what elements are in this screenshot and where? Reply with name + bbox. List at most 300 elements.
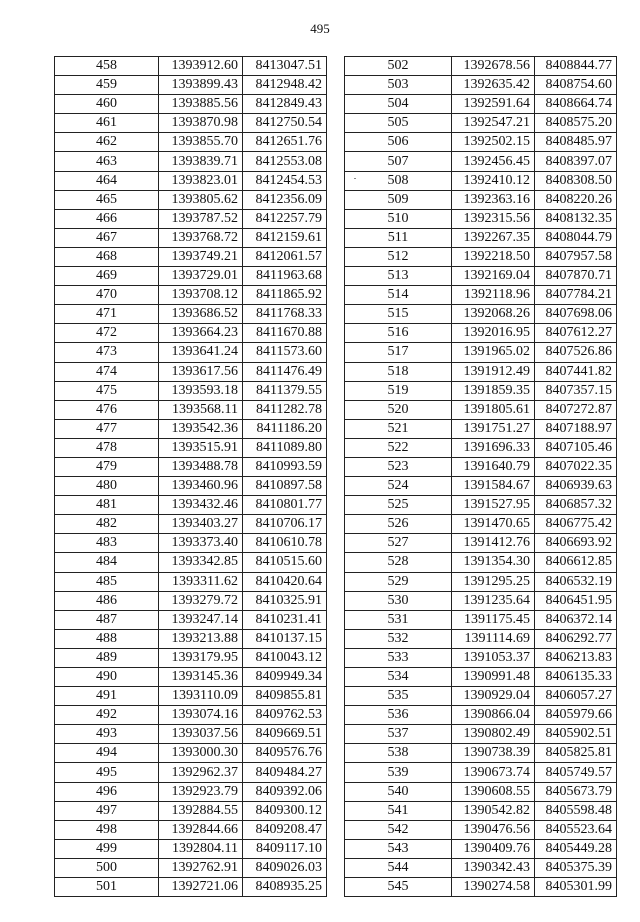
table-row <box>55 744 327 763</box>
x-coordinate-cell: 1393899.43 <box>159 76 243 95</box>
x-coordinate-cell: 1392962.37 <box>159 763 243 782</box>
table-row <box>55 438 327 457</box>
table-row <box>345 228 617 247</box>
x-coordinate-cell: 1392804.11 <box>159 839 243 858</box>
point-number-cell: 465 <box>55 190 159 209</box>
table-row <box>55 267 327 286</box>
point-number-cell: 461 <box>55 114 159 133</box>
point-number-cell: 476 <box>55 400 159 419</box>
y-coordinate-cell: 8407784.21 <box>535 286 617 305</box>
y-coordinate-cell: 8411963.68 <box>243 267 327 286</box>
y-coordinate-cell: 8405523.64 <box>535 820 617 839</box>
table-row <box>345 839 617 858</box>
y-coordinate-cell: 8409762.53 <box>243 706 327 725</box>
table-row <box>345 801 617 820</box>
table-row <box>55 496 327 515</box>
table-row <box>55 572 327 591</box>
point-number-cell: 467 <box>55 228 159 247</box>
table-row <box>345 419 617 438</box>
point-number-cell: 521 <box>345 419 452 438</box>
point-number-cell: 499 <box>55 839 159 858</box>
table-row <box>345 572 617 591</box>
point-number-cell: 481 <box>55 496 159 515</box>
point-number-cell: 544 <box>345 858 452 877</box>
table-row <box>55 324 327 343</box>
point-number-cell: 535 <box>345 687 452 706</box>
point-number-cell: 490 <box>55 668 159 687</box>
point-number-cell: 459 <box>55 76 159 95</box>
point-number-cell: 520 <box>345 400 452 419</box>
x-coordinate-cell: 1393885.56 <box>159 95 243 114</box>
point-number-cell: 498 <box>55 820 159 839</box>
table-row <box>345 457 617 476</box>
y-coordinate-cell: 8407357.15 <box>535 381 617 400</box>
point-number-cell: 538 <box>345 744 452 763</box>
x-coordinate-cell: 1393074.16 <box>159 706 243 725</box>
point-number-cell: 525 <box>345 496 452 515</box>
x-coordinate-cell: 1393311.62 <box>159 572 243 591</box>
table-row <box>345 858 617 877</box>
x-coordinate-cell: 1390476.56 <box>452 820 535 839</box>
y-coordinate-cell: 8408844.77 <box>535 57 617 76</box>
y-coordinate-cell: 8407105.46 <box>535 438 617 457</box>
x-coordinate-cell: 1393213.88 <box>159 629 243 648</box>
table-row <box>55 362 327 381</box>
table-row <box>55 515 327 534</box>
point-number-cell: 534 <box>345 668 452 687</box>
y-coordinate-cell: 8411089.80 <box>243 438 327 457</box>
table-row <box>55 57 327 76</box>
y-coordinate-cell: 8411282.78 <box>243 400 327 419</box>
y-coordinate-cell: 8411670.88 <box>243 324 327 343</box>
point-number-cell: 466 <box>55 209 159 228</box>
x-coordinate-cell: 1392410.12 <box>452 171 535 190</box>
point-number-cell: 517 <box>345 343 452 362</box>
table-row <box>55 152 327 171</box>
table-row <box>345 648 617 667</box>
x-coordinate-cell: 1392068.26 <box>452 305 535 324</box>
y-coordinate-cell: 8411768.33 <box>243 305 327 324</box>
y-coordinate-cell: 8407188.97 <box>535 419 617 438</box>
point-number-cell: 527 <box>345 534 452 553</box>
point-number-cell: 489 <box>55 648 159 667</box>
table-row <box>55 820 327 839</box>
x-coordinate-cell: 1393749.21 <box>159 247 243 266</box>
y-coordinate-cell: 8405749.57 <box>535 763 617 782</box>
x-coordinate-cell: 1392678.56 <box>452 57 535 76</box>
table-row <box>55 133 327 152</box>
table-row <box>345 782 617 801</box>
y-coordinate-cell: 8409026.03 <box>243 858 327 877</box>
y-coordinate-cell: 8412553.08 <box>243 152 327 171</box>
y-coordinate-cell: 8412948.42 <box>243 76 327 95</box>
table-row <box>55 171 327 190</box>
point-number-cell: 500 <box>55 858 159 877</box>
table-row <box>55 228 327 247</box>
x-coordinate-cell: 1392635.42 <box>452 76 535 95</box>
y-coordinate-cell: 8405598.48 <box>535 801 617 820</box>
y-coordinate-cell: 8409117.10 <box>243 839 327 858</box>
point-number-cell: 486 <box>55 591 159 610</box>
y-coordinate-cell: 8406532.19 <box>535 572 617 591</box>
y-coordinate-cell: 8411186.20 <box>243 419 327 438</box>
x-coordinate-cell: 1392218.50 <box>452 247 535 266</box>
point-number-cell: 516 <box>345 324 452 343</box>
point-number-cell: 470 <box>55 286 159 305</box>
point-number-cell: 462 <box>55 133 159 152</box>
y-coordinate-cell: 8405979.66 <box>535 706 617 725</box>
table-row <box>345 95 617 114</box>
x-coordinate-cell: 1393460.96 <box>159 477 243 496</box>
x-coordinate-cell: 1393855.70 <box>159 133 243 152</box>
x-coordinate-cell: 1392884.55 <box>159 801 243 820</box>
table-row <box>55 668 327 687</box>
y-coordinate-cell: 8406451.95 <box>535 591 617 610</box>
point-number-cell: 460 <box>55 95 159 114</box>
x-coordinate-cell: 1390866.04 <box>452 706 535 725</box>
y-coordinate-cell: 8408308.50 <box>535 171 617 190</box>
table-row <box>345 668 617 687</box>
point-number-cell: 458 <box>55 57 159 76</box>
point-number-cell: 469 <box>55 267 159 286</box>
page-number: 495 <box>310 21 330 36</box>
y-coordinate-cell: 8408664.74 <box>535 95 617 114</box>
point-number-cell: 524 <box>345 477 452 496</box>
y-coordinate-cell: 8408754.60 <box>535 76 617 95</box>
y-coordinate-cell: 8406292.77 <box>535 629 617 648</box>
point-number-cell: 473 <box>55 343 159 362</box>
table-row <box>55 553 327 572</box>
table-row <box>345 114 617 133</box>
y-coordinate-cell: 8410801.77 <box>243 496 327 515</box>
point-number-cell: 483 <box>55 534 159 553</box>
table-row <box>345 400 617 419</box>
y-coordinate-cell: 8405902.51 <box>535 725 617 744</box>
table-row <box>345 534 617 553</box>
x-coordinate-cell: 1393768.72 <box>159 228 243 247</box>
point-number-cell: 475 <box>55 381 159 400</box>
table-row <box>345 763 617 782</box>
x-coordinate-cell: 1392547.21 <box>452 114 535 133</box>
x-coordinate-cell: 1393870.98 <box>159 114 243 133</box>
table-row <box>55 305 327 324</box>
table-row <box>345 286 617 305</box>
y-coordinate-cell: 8412849.43 <box>243 95 327 114</box>
y-coordinate-cell: 8410325.91 <box>243 591 327 610</box>
x-coordinate-cell: 1391751.27 <box>452 419 535 438</box>
y-coordinate-cell: 8410897.58 <box>243 477 327 496</box>
table-row <box>345 152 617 171</box>
table-row <box>55 648 327 667</box>
x-coordinate-cell: 1393515.91 <box>159 438 243 457</box>
table-row <box>55 76 327 95</box>
point-number-cell: 531 <box>345 610 452 629</box>
y-coordinate-cell: 8411865.92 <box>243 286 327 305</box>
x-coordinate-cell: 1393037.56 <box>159 725 243 744</box>
point-number-cell: 512 <box>345 247 452 266</box>
y-coordinate-cell: 8409208.47 <box>243 820 327 839</box>
x-coordinate-cell: 1392363.16 <box>452 190 535 209</box>
point-number-cell: 480 <box>55 477 159 496</box>
x-coordinate-cell: 1390802.49 <box>452 725 535 744</box>
point-number-cell: 491 <box>55 687 159 706</box>
x-coordinate-cell: 1391584.67 <box>452 477 535 496</box>
x-coordinate-cell: 1393279.72 <box>159 591 243 610</box>
table-row <box>345 76 617 95</box>
y-coordinate-cell: 8405673.79 <box>535 782 617 801</box>
point-number-cell: 532 <box>345 629 452 648</box>
x-coordinate-cell: 1391354.30 <box>452 553 535 572</box>
x-coordinate-cell: 1393000.30 <box>159 744 243 763</box>
x-coordinate-cell: 1393179.95 <box>159 648 243 667</box>
x-coordinate-cell: 1392169.04 <box>452 267 535 286</box>
y-coordinate-cell: 8409300.12 <box>243 801 327 820</box>
y-coordinate-cell: 8405825.81 <box>535 744 617 763</box>
point-number-cell: 541 <box>345 801 452 820</box>
table-row <box>55 763 327 782</box>
table-row <box>345 381 617 400</box>
coordinate-table-left <box>54 56 327 897</box>
y-coordinate-cell: 8413047.51 <box>243 57 327 76</box>
y-coordinate-cell: 8408575.20 <box>535 114 617 133</box>
point-number-cell: 514 <box>345 286 452 305</box>
y-coordinate-cell: 8407870.71 <box>535 267 617 286</box>
table-row <box>345 267 617 286</box>
y-coordinate-cell: 8410231.41 <box>243 610 327 629</box>
point-number-cell: 504 <box>345 95 452 114</box>
table-row <box>55 343 327 362</box>
x-coordinate-cell: 1393110.09 <box>159 687 243 706</box>
x-coordinate-cell: 1391696.33 <box>452 438 535 457</box>
point-number-cell: 522 <box>345 438 452 457</box>
y-coordinate-cell: 8409392.06 <box>243 782 327 801</box>
table-row <box>55 782 327 801</box>
x-coordinate-cell: 1390991.48 <box>452 668 535 687</box>
x-coordinate-cell: 1392267.35 <box>452 228 535 247</box>
point-number-cell: 513 <box>345 267 452 286</box>
x-coordinate-cell: 1392118.96 <box>452 286 535 305</box>
point-number-cell: 494 <box>55 744 159 763</box>
table-row <box>55 629 327 648</box>
x-coordinate-cell: 1392456.45 <box>452 152 535 171</box>
x-coordinate-cell: 1393432.46 <box>159 496 243 515</box>
y-coordinate-cell: 8406939.63 <box>535 477 617 496</box>
table-row <box>55 400 327 419</box>
table-row <box>345 324 617 343</box>
x-coordinate-cell: 1393912.60 <box>159 57 243 76</box>
x-coordinate-cell: 1391965.02 <box>452 343 535 362</box>
y-coordinate-cell: 8407526.86 <box>535 343 617 362</box>
table-row <box>55 247 327 266</box>
y-coordinate-cell: 8409949.34 <box>243 668 327 687</box>
table-row <box>55 381 327 400</box>
point-number-cell: 495 <box>55 763 159 782</box>
point-number-cell: 523 <box>345 457 452 476</box>
point-number-cell: 477 <box>55 419 159 438</box>
point-number-cell: 505 <box>345 114 452 133</box>
y-coordinate-cell: 8412159.61 <box>243 228 327 247</box>
x-coordinate-cell: 1390608.55 <box>452 782 535 801</box>
x-coordinate-cell: 1392923.79 <box>159 782 243 801</box>
table-row <box>345 820 617 839</box>
table-row <box>55 687 327 706</box>
table-row <box>345 362 617 381</box>
table-row <box>345 706 617 725</box>
point-number-cell: 497 <box>55 801 159 820</box>
point-number-cell: 508 <box>345 171 452 190</box>
x-coordinate-cell: 1392591.64 <box>452 95 535 114</box>
x-coordinate-cell: 1390738.39 <box>452 744 535 763</box>
y-coordinate-cell: 8406612.85 <box>535 553 617 572</box>
x-coordinate-cell: 1392844.66 <box>159 820 243 839</box>
x-coordinate-cell: 1391470.65 <box>452 515 535 534</box>
point-number-cell: 493 <box>55 725 159 744</box>
x-coordinate-cell: 1390929.04 <box>452 687 535 706</box>
table-row <box>345 190 617 209</box>
x-coordinate-cell: 1392502.15 <box>452 133 535 152</box>
x-coordinate-cell: 1393542.36 <box>159 419 243 438</box>
y-coordinate-cell: 8410610.78 <box>243 534 327 553</box>
point-number-cell: 484 <box>55 553 159 572</box>
point-number-cell: 464 <box>55 171 159 190</box>
table-row <box>55 858 327 877</box>
x-coordinate-cell: 1393805.62 <box>159 190 243 209</box>
x-coordinate-cell: 1392016.95 <box>452 324 535 343</box>
point-number-cell: 501 <box>55 878 159 897</box>
table-row <box>345 133 617 152</box>
table-row <box>55 801 327 820</box>
x-coordinate-cell: 1393787.52 <box>159 209 243 228</box>
point-number-cell: 542 <box>345 820 452 839</box>
y-coordinate-cell: 8411476.49 <box>243 362 327 381</box>
x-coordinate-cell: 1393342.85 <box>159 553 243 572</box>
y-coordinate-cell: 8412454.53 <box>243 171 327 190</box>
point-number-cell: 485 <box>55 572 159 591</box>
x-coordinate-cell: 1390409.76 <box>452 839 535 858</box>
x-coordinate-cell: 1391412.76 <box>452 534 535 553</box>
y-coordinate-cell: 8405375.39 <box>535 858 617 877</box>
point-number-cell: 502 <box>345 57 452 76</box>
y-coordinate-cell: 8409669.51 <box>243 725 327 744</box>
x-coordinate-cell: 1393593.18 <box>159 381 243 400</box>
x-coordinate-cell: 1393729.01 <box>159 267 243 286</box>
y-coordinate-cell: 8409484.27 <box>243 763 327 782</box>
x-coordinate-cell: 1391295.25 <box>452 572 535 591</box>
x-coordinate-cell: 1390673.74 <box>452 763 535 782</box>
x-coordinate-cell: 1390542.82 <box>452 801 535 820</box>
point-number-cell: 492 <box>55 706 159 725</box>
point-number-cell: 509 <box>345 190 452 209</box>
point-number-cell: 543 <box>345 839 452 858</box>
y-coordinate-cell: 8407272.87 <box>535 400 617 419</box>
y-coordinate-cell: 8412257.79 <box>243 209 327 228</box>
point-number-cell: 529 <box>345 572 452 591</box>
y-coordinate-cell: 8408220.26 <box>535 190 617 209</box>
y-coordinate-cell: 8407698.06 <box>535 305 617 324</box>
y-coordinate-cell: 8407441.82 <box>535 362 617 381</box>
table-row <box>345 515 617 534</box>
table-row <box>345 725 617 744</box>
point-number-cell: 540 <box>345 782 452 801</box>
y-coordinate-cell: 8410993.59 <box>243 457 327 476</box>
y-coordinate-cell: 8407612.27 <box>535 324 617 343</box>
x-coordinate-cell: 1391053.37 <box>452 648 535 667</box>
point-number-cell: 506 <box>345 133 452 152</box>
table-row <box>345 209 617 228</box>
table-row <box>345 477 617 496</box>
table-row <box>55 95 327 114</box>
table-row <box>55 725 327 744</box>
point-number-cell: 471 <box>55 305 159 324</box>
table-row <box>345 57 617 76</box>
x-coordinate-cell: 1393708.12 <box>159 286 243 305</box>
point-number-cell: 478 <box>55 438 159 457</box>
y-coordinate-cell: 8407957.58 <box>535 247 617 266</box>
y-coordinate-cell: 8406372.14 <box>535 610 617 629</box>
y-coordinate-cell: 8407022.35 <box>535 457 617 476</box>
x-coordinate-cell: 1391175.45 <box>452 610 535 629</box>
y-coordinate-cell: 8408132.35 <box>535 209 617 228</box>
table-row <box>55 706 327 725</box>
x-coordinate-cell: 1391805.61 <box>452 400 535 419</box>
y-coordinate-cell: 8409576.76 <box>243 744 327 763</box>
table-row <box>345 496 617 515</box>
y-coordinate-cell: 8412356.09 <box>243 190 327 209</box>
x-coordinate-cell: 1393403.27 <box>159 515 243 534</box>
y-coordinate-cell: 8410420.64 <box>243 572 327 591</box>
y-coordinate-cell: 8406693.92 <box>535 534 617 553</box>
point-number-cell: 533 <box>345 648 452 667</box>
table-row <box>55 419 327 438</box>
x-coordinate-cell: 1393373.40 <box>159 534 243 553</box>
table-row <box>345 553 617 572</box>
table-row <box>55 286 327 305</box>
table-row <box>55 190 327 209</box>
x-coordinate-cell: 1393617.56 <box>159 362 243 381</box>
scan-speck <box>354 178 356 179</box>
x-coordinate-cell: 1391114.69 <box>452 629 535 648</box>
x-coordinate-cell: 1391859.35 <box>452 381 535 400</box>
table-row <box>345 171 617 190</box>
y-coordinate-cell: 8410137.15 <box>243 629 327 648</box>
x-coordinate-cell: 1391527.95 <box>452 496 535 515</box>
point-number-cell: 472 <box>55 324 159 343</box>
y-coordinate-cell: 8408397.07 <box>535 152 617 171</box>
y-coordinate-cell: 8411573.60 <box>243 343 327 362</box>
table-row <box>55 114 327 133</box>
point-number-cell: 545 <box>345 878 452 897</box>
point-number-cell: 463 <box>55 152 159 171</box>
x-coordinate-cell: 1390342.43 <box>452 858 535 877</box>
table-row <box>345 438 617 457</box>
y-coordinate-cell: 8406213.83 <box>535 648 617 667</box>
point-number-cell: 488 <box>55 629 159 648</box>
table-row <box>345 744 617 763</box>
point-number-cell: 510 <box>345 209 452 228</box>
x-coordinate-cell: 1391912.49 <box>452 362 535 381</box>
x-coordinate-cell: 1393488.78 <box>159 457 243 476</box>
y-coordinate-cell: 8408044.79 <box>535 228 617 247</box>
x-coordinate-cell: 1393568.11 <box>159 400 243 419</box>
point-number-cell: 496 <box>55 782 159 801</box>
table-row <box>345 591 617 610</box>
table-row <box>345 629 617 648</box>
y-coordinate-cell: 8406135.33 <box>535 668 617 687</box>
table-row <box>345 305 617 324</box>
y-coordinate-cell: 8409855.81 <box>243 687 327 706</box>
point-number-cell: 536 <box>345 706 452 725</box>
coordinate-table-right <box>344 56 617 897</box>
